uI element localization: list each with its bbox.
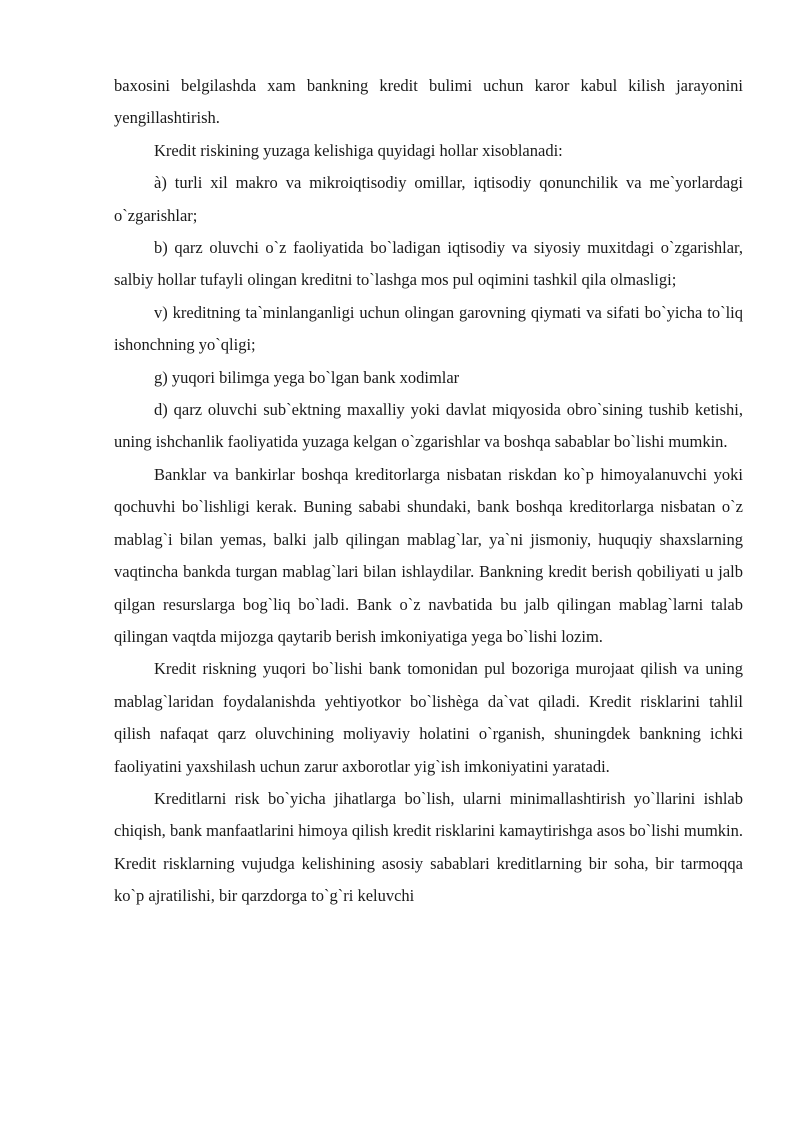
list-item-b: b) qarz oluvchi o`z faoliyatida bo`ladigan iqtisodiy va siyosiy muxitdagi o`zgarishlar, salbiy hollar tufayli olingan kreditni to`lashga mos pul oqimini tashkil qila olmasligi; — [114, 238, 743, 290]
paragraph-credit-risk-analysis: Kredit riskning yuqori bo`lishi bank tomonidan pul bozoriga murojaat qilish va uning mablag`laridan foydalanishda yehtiyotkor bo`lishèga da`vat qiladi. Kredit risklarini tahlil qilish nafaqat qarz oluvchining moliyaviy holatini o`rganish, shuningdek bankning ichki faoliyatini yaxshilash uchun zarur axborotlar yig`ish imkoniyatini yaratadi. — [114, 659, 743, 776]
paragraph-banks: Banklar va bankirlar boshqa kreditorlarga nisbatan riskdan ko`p himoyalanuvchi yoki qochuvhi bo`lishligi kerak. Buning sababi shundaki, bank boshqa kreditorlarga nisbatan o`z mablag`i bilan yemas, balki jalb qilingan mablag`lar, ya`ni jismoniy, huquqiy shaxslarning vaqtincha bankda turgan mablag`lari bilan ishlaydilar. Bankning kredit berish qobiliyati u jalb qilgan resurslarga bog`liq bo`ladi. Bank o`z navbatida bu jalb qilingan mablag`larni talab qilingan vaqtda mijozga qaytarib berish imkoniyatiga yega bo`lishi lozim. — [114, 464, 743, 646]
list-item-g: g) yuqori bilimga yega bo`lgan bank xodimlar — [154, 367, 460, 387]
list-item-a: à) turli xil makro va mikroiqtisodiy omillar, iqtisodiy qonunchilik va me`yorlardagi o`zgarishlar; — [114, 173, 743, 225]
paragraph-continuation: baxosini belgilashda xam bankning kredit bulimi uchun karor kabul kilish jarayonini yengillashtirish. — [114, 76, 743, 128]
paragraph-risk-causes-intro: Kredit riskining yuzaga kelishiga quyidagi hollar xisoblanadi: — [154, 140, 563, 160]
document-page — [114, 70, 743, 913]
list-item-v: v) kreditning ta`minlanganligi uchun olingan garovning qiymati va sifati bo`yicha to`liq ishonchning yo`qligi; — [114, 302, 743, 355]
list-item-d: d) qarz oluvchi sub`ektning maxalliy yoki davlat miqyosida obro`sining tushib ketishi, uning ishchanlik faoliyatida yuzaga kelgan o`zgarishlar va boshqa sabablar bo`lishi mumkin. — [114, 400, 743, 452]
paragraph-risk-minimization: Kreditlarni risk bo`yicha jihatlarga bo`lish, ularni minimallashtirish yo`llarini ishlab chiqish, bank manfaatlarini himoya qilish kredit risklarini kamaytirishga asos bo`lishi mumkin. Kredit risklarning vujudga kelishining asosiy sabablari kreditlarning bir soha, bir tarmoqqa ko`p ajratilishi, bir qarzdorga to`g`ri keluvchi — [114, 788, 743, 906]
